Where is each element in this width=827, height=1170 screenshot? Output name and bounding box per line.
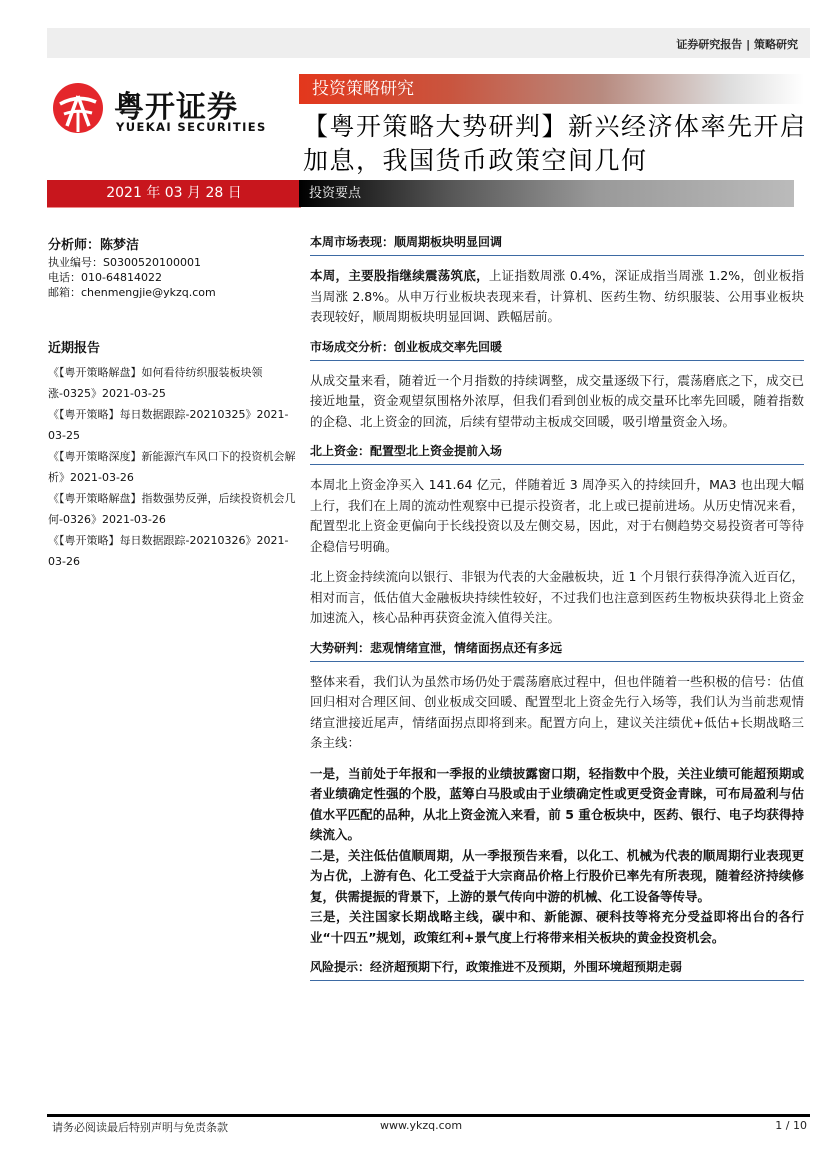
logo-english-name: YUEKAI SECURITIES [116, 120, 267, 134]
logo-chinese-name: 粤开证券 [114, 90, 238, 125]
key-points-bar [299, 180, 794, 207]
analyst-phone: 电话：010-64814022 [48, 271, 162, 284]
trading-analysis-paragraph: 从成交量来看，随着近一个月指数的持续调整，成交量逐级下行，震荡磨底之下，成交已接近地量，资金观望氛围格外浓厚，但我们看到创业板的成交量环比率先回暖，随着指数的企稳、北上资金的回流，后续有望带动主板成交回暖，吸引增量资金入场。 [310, 372, 804, 429]
strategy-point-1: 一是，当前处于年报和一季报的业绩披露窗口期，轻指数中个股，关注业绩可能超预期或者业绩确定性强的个股，蓝筹白马股或由于业绩确定性或更受资金青睐，可布局盈利与估值水平匹配的品种，从北上资金流入来看，前 5 重仓板块中，医药、银行、电子均获得持续流入。 [310, 765, 804, 842]
recent-report-item[interactable]: 《【粤开策略深度】新能源汽车风口下的投资机会解析》2021-03-26 [48, 450, 296, 484]
northbound-funds-paragraph: 北上资金持续流向以银行、非银为代表的大金融板块，近 1 个月银行获得净流入近百亿，相对而言，低估值大金融板块持续性较好，不过我们也注意到医药生物板块获得北上资金加速流入，核心品种再获资金流入值得关注。 [310, 569, 804, 625]
company-logo [52, 82, 302, 142]
analyst-email[interactable]: 邮箱：chenmengjie@ykzq.com [48, 286, 216, 299]
report-date: 2021 年 03 月 28 日 [47, 180, 301, 208]
yuekai-logo-icon [52, 82, 104, 134]
footer-divider [47, 1114, 810, 1117]
recent-report-item[interactable]: 《【粤开策略解盘】如何看待纺织服装板块领涨-0325》2021-03-25 [48, 366, 263, 400]
market-outlook-paragraph: 整体来看，我们认为虽然市场仍处于震荡磨底过程中，但也伴随着一些积极的信号：估值回归相对合理区间、创业板成交回暖、配置型北上资金先行入场等，我们认为当前悲观情绪宣泄接近尾声，情绪面拐点即将到来。配置方向上，建议关注绩优+低估+长期战略三条主线： [310, 673, 804, 750]
recent-report-item[interactable]: 《【粤开策略】每日数据跟踪-20210326》2021-03-26 [48, 534, 289, 568]
market-performance-text: 上证指数周涨 0.4%，深证成指当周涨 1.2%，创业板指当周涨 2.8%。从申万行业板块表现来看，计算机、医药生物、纺织服装、公用事业板块表现较好，顺周期板块明显回调、跌幅居前。 [310, 268, 804, 324]
key-points-label: 投资要点 [309, 186, 362, 201]
market-performance-paragraph [310, 266, 804, 328]
report-category-bar [299, 74, 804, 104]
section-heading-market-performance: 本周市场表现：顺周期板块明显回调 [310, 233, 804, 256]
report-type-label: 证券研究报告 | 策略研究 [676, 38, 798, 51]
strategy-point-2: 二是，关注低估值顺周期，从一季报预告来看，以化工、机械为代表的顺周期行业表现更为占优，上游有色、化工受益于大宗商品价格上行股价已率先有所表现，随着经济持续修复，供需提振的背景下，上游的景气传向中游的机械、化工设备等传导。 [310, 847, 804, 904]
section-heading-trading-analysis: 市场成交分析：创业板成交率先回暖 [310, 338, 804, 361]
footer-disclaimer[interactable]: 请务必阅读最后特别声明与免责条款 [52, 1121, 228, 1134]
report-category: 投资策略研究 [312, 79, 414, 99]
top-header-bar [47, 28, 810, 58]
recent-report-item[interactable]: 《【粤开策略】每日数据跟踪-20210325》2021-03-25 [48, 408, 289, 442]
section-heading-northbound-funds: 北上资金：配置型北上资金提前入场 [310, 442, 804, 465]
footer-website[interactable]: www.ykzq.com [380, 1119, 463, 1132]
market-performance-lead: 本周，主要股指继续震荡筑底， [310, 268, 489, 283]
recent-report-item[interactable]: 《【粤开策略解盘】指数强势反弹，后续投资机会几何-0326》2021-03-26 [48, 492, 296, 526]
left-sidebar [48, 234, 298, 572]
report-title: 【粤开策略大势研判】新兴经济体率先开启加息，我国货币政策空间几何 [303, 112, 807, 175]
strategy-point-3: 三是，关注国家长期战略主线，碳中和、新能源、硬科技等将充分受益即将出台的各行业“十四五”规划，政策红利+景气度上行将带来相关板块的黄金投资机会。 [310, 909, 804, 945]
footer-page-number: 1 / 10 [775, 1119, 807, 1132]
analyst-license: 执业编号：S0300520100001 [48, 256, 201, 269]
key-points-content [310, 233, 804, 991]
northbound-funds-paragraph: 本周北上资金净买入 141.64 亿元，伴随着近 3 周净买入的持续回升，MA3 也出现大幅上行，我们在上周的流动性观察中已提示投资者，北上或已提前进场。从历史情况来看，配置型北上资金更偏向于长线投资以及左侧交易，因此，对于右侧趋势交易投资者可等待企稳信号明确。 [310, 477, 804, 554]
section-heading-risk-warning: 风险提示：经济超预期下行，政策推进不及预期，外围环境超预期走弱 [310, 958, 804, 981]
analyst-name: 分析师：陈梦洁 [48, 238, 140, 253]
recent-reports-heading: 近期报告 [48, 341, 101, 356]
section-heading-market-outlook: 大势研判：悲观情绪宣泄，情绪面拐点还有多远 [310, 639, 804, 662]
